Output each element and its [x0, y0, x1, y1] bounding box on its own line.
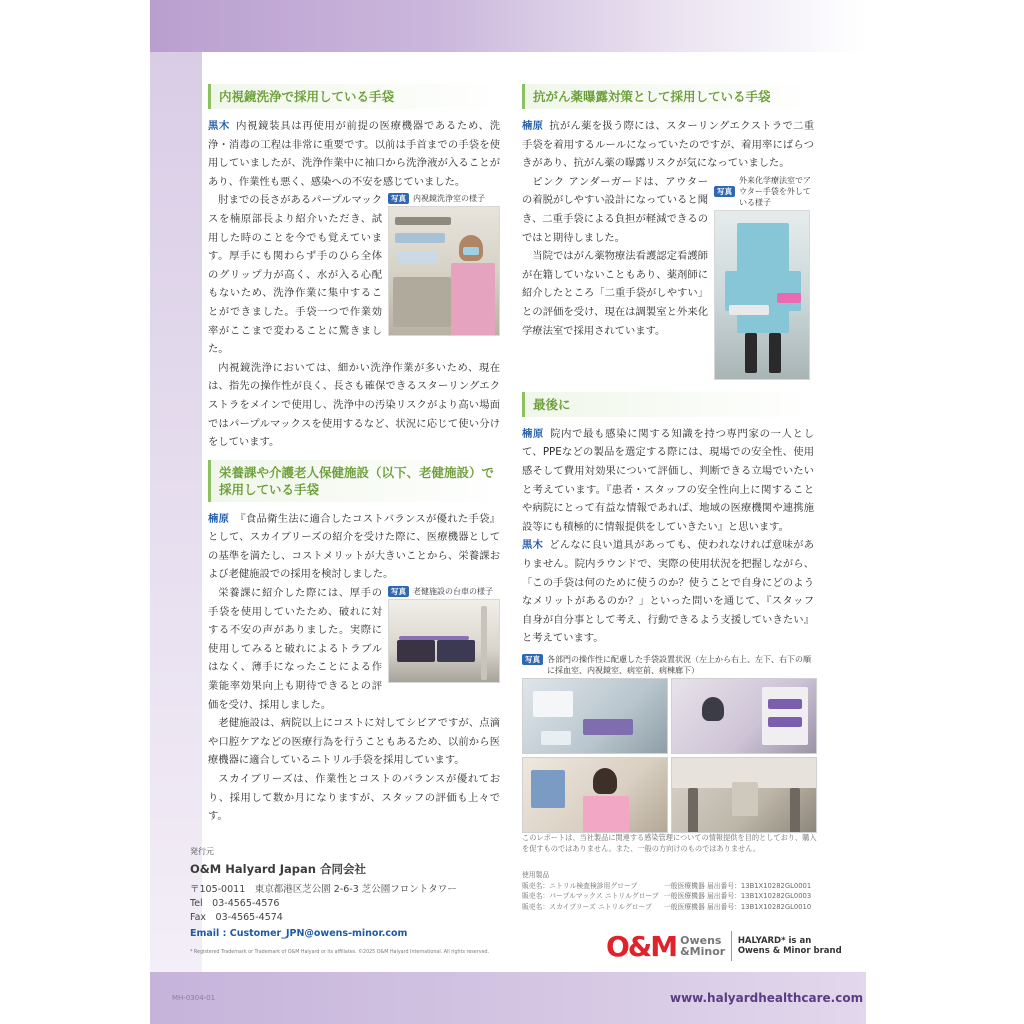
publisher-block [190, 846, 490, 941]
publisher-tel: Tel 03-4565-4576 [190, 898, 280, 909]
product-row: 販売名：ニトリル検査検診用グローブ 一般医療機器 届出番号：13B1X10282GL0001 [522, 881, 812, 890]
section-heading-endoscope: 内視鏡洗浄で採用している手袋 [208, 84, 500, 109]
right-column [522, 84, 814, 833]
side-band [150, 52, 202, 972]
photo-tag: 写真 [388, 193, 409, 204]
text-with-photo [208, 191, 500, 451]
publisher-email-link[interactable]: Email : Customer_JPN@owens-minor.com [190, 928, 408, 939]
photo-caption: 写真 外来化学療法室でアウター手袋を外している様子 [714, 175, 814, 208]
paragraph: 楠原 抗がん薬を扱う際には、スターリングエクストラで二重手袋を着用するルールになっていたのですが、着用率にばらつきがあり、抗がん薬の曝露リスクが気になっていました。 [522, 120, 815, 170]
publisher-name: O&M Halyard Japan 合同会社 [190, 862, 366, 876]
photo-caption: 写真 内視鏡洗浄室の様子 [388, 193, 500, 204]
om-logo-mark: O&M [606, 929, 677, 963]
paragraph: 黒木 どんなに良い道具があっても、使われなければ意味がありません。院内ラウンドで、実際の使用状況を把握しながら、「この手袋は何のために使うのか？使うことで自身にどのようなメリットがあるのか？」といった問いを通じて、『スタッフ自身が自分事として考え、行動できるよう支援していきたい』と考えています。 [522, 539, 814, 645]
section-heading-nutrition: 栄養課や介護老人保健施設（以下、老健施設）で採用している手袋 [208, 460, 500, 502]
photo-grid [522, 678, 814, 833]
outer-margin-right [874, 0, 1024, 1024]
section-heading-closing: 最後に [522, 392, 814, 417]
photo-caption: 写真 各部門の操作性に配慮した手袋設置状況（左上から右上、左下、右下の順に採血室、内視鏡室、病室前、病棟廊下） [522, 654, 814, 676]
endoscopy-room-photo [671, 678, 817, 754]
photo-figure-cart [388, 586, 500, 683]
company-logo [606, 928, 846, 964]
paragraph: 当院ではがん薬物療法看護認定看護師が在籍していないこともあり、薬剤師に紹介したところ「二重手袋がしやすい」との評価を受け、現在は調製室と外来化学療法室で採用されています。 [522, 250, 708, 337]
ward-corridor-photo [671, 757, 817, 833]
speaker-name: 黒木 [522, 539, 544, 552]
left-column [208, 84, 500, 826]
photo-tag: 写真 [388, 586, 409, 597]
paragraph: スカイブリーズは、作業性とコストのバランスが優れており、採用して数か月になりますが、スタッフの評価も上々です。 [208, 773, 500, 823]
disclaimer-text: このレポートは、当社製品に関連する感染管理についての情報提供を目的としており、購入を促すものではありません。また、一般の方向けのものではありません。 [522, 833, 817, 853]
paragraph: 栄養課に紹介した際には、厚手の手袋を使用していたため、破れに対する不安の声がありました。実際に使用してみると破れによるトラブルはなく、薄手になったことによる作業能率効果向上も期待できるとの評価を受け、採用しました。 [208, 587, 382, 711]
paragraph: 楠原 『食品衛生法に適合したコストバランスが優れた手袋』として、スカイブリーズの紹介を受けた際に、医療機器としての基準を満たし、コストメリットが大きいことから、栄養課および老健施設での採用を検討しました。 [208, 512, 501, 581]
text-with-photo [208, 584, 500, 770]
product-list-label: 使用製品 [522, 871, 550, 879]
document-page [150, 0, 866, 1024]
brand-tagline: HALYARD* is an Owens & Minor brand [737, 936, 842, 956]
photo-caption: 写真 老健施設の台車の様子 [388, 586, 500, 597]
publisher-address: 〒105-0011 東京都港区芝公園 2-6-3 芝公園フロントタワー [190, 884, 457, 895]
text-with-photo [522, 173, 814, 384]
outer-margin-left [0, 0, 150, 1024]
product-row: 販売名：スカイブリーズ ニトリルグローブ 一般医療機器 届出番号：13B1X10282GL0010 [522, 902, 812, 911]
paragraph: 楠原 院内で最も感染に関する知識を持つ専門家の一人として、PPEなどの製品を選定する際には、現場での安全性、使用感そして費用対効果について評価し、判断できる立場でいたいと考えています。『患者・スタッフの安全性向上に関することや病院にとって有益な情報であれば、地域の医療機関や連携施設等にも積極的に情報提供をしていきたい』と思います。 [522, 427, 815, 533]
paragraph: ピンク アンダーガードは、アウターの着脱がしやすい設計になっていると聞き、二重手袋による負担が軽減できるのではと期待しました。 [522, 175, 708, 244]
publisher-label: 発行元 [190, 847, 214, 856]
logo-divider [731, 931, 732, 961]
gown-photo [714, 210, 810, 380]
photo-tag: 写真 [522, 654, 543, 665]
paragraph: 老健施設は、病院以上にコストに対してシビアですが、点滴や口腔ケアなどの医療行為を行うこともあるため、以前から医療機器に適合しているニトリル手袋を採用しています。 [208, 717, 500, 767]
speaker-name: 楠原 [522, 120, 544, 132]
endoscope-room-photo [388, 206, 500, 336]
header-band [150, 0, 866, 52]
photo-tag: 写真 [714, 186, 735, 197]
website-link[interactable]: www.halyardhealthcare.com [670, 991, 864, 1005]
photo-figure-gown [714, 175, 814, 380]
paragraph: 肘までの長さがあるパープルマックスを楠原部長より紹介いただき、試用した時のことを今でも覚えています。厚手にも関わらず手のひら全体のグリップ力が高く、水が入る心配もないため、洗浄作業に集中することができました。手袋一つで作業効率がここまで変わることに驚きました。 [208, 194, 382, 356]
paragraph: 内視鏡洗浄においては、細かい洗浄作業が多いため、現在は、指先の操作性が良く、長さも確保できるスターリングエクストラをメインで使用し、洗浄中の汚染リスクがより高い場面ではパープルマックスを使用するなど、状況に応じて使い分けをしています。 [208, 361, 500, 449]
product-row: 販売名：パープルマックス ニトリルグローブ 一般医療機器 届出番号：13B1X10282GL0003 [522, 892, 812, 900]
speaker-name: 楠原 [522, 427, 545, 440]
blood-collection-room-photo [522, 678, 668, 754]
section-heading-anticancer: 抗がん薬曝露対策として採用している手袋 [522, 84, 814, 109]
trademark-notice: * Registered Trademark or Trademark of O&M Halyard or its affiliates. ©2025 O&M Halyard International. All rights reserved. [190, 950, 490, 955]
speaker-name: 黒木 [208, 120, 231, 132]
photo-figure-endoscope [388, 193, 500, 336]
speaker-name: 楠原 [208, 512, 230, 525]
paragraph: 黒木 内視鏡装具は再使用が前提の医療機器であるため、洗浄・消毒の工程は非常に重要です。以前は手首までの手袋を使用していましたが、洗浄作業中に袖口から洗浄液が入ることがあり、作業性も悪く、感染への不安を感じていました。 [208, 120, 500, 188]
product-list [522, 870, 822, 912]
ward-entrance-photo [522, 757, 668, 833]
om-logo-word: Owens &Minor [680, 934, 726, 958]
publisher-fax: Fax 03-4565-4574 [190, 912, 283, 923]
document-number: MH-0304-01 [172, 994, 216, 1002]
cart-photo [388, 599, 500, 683]
